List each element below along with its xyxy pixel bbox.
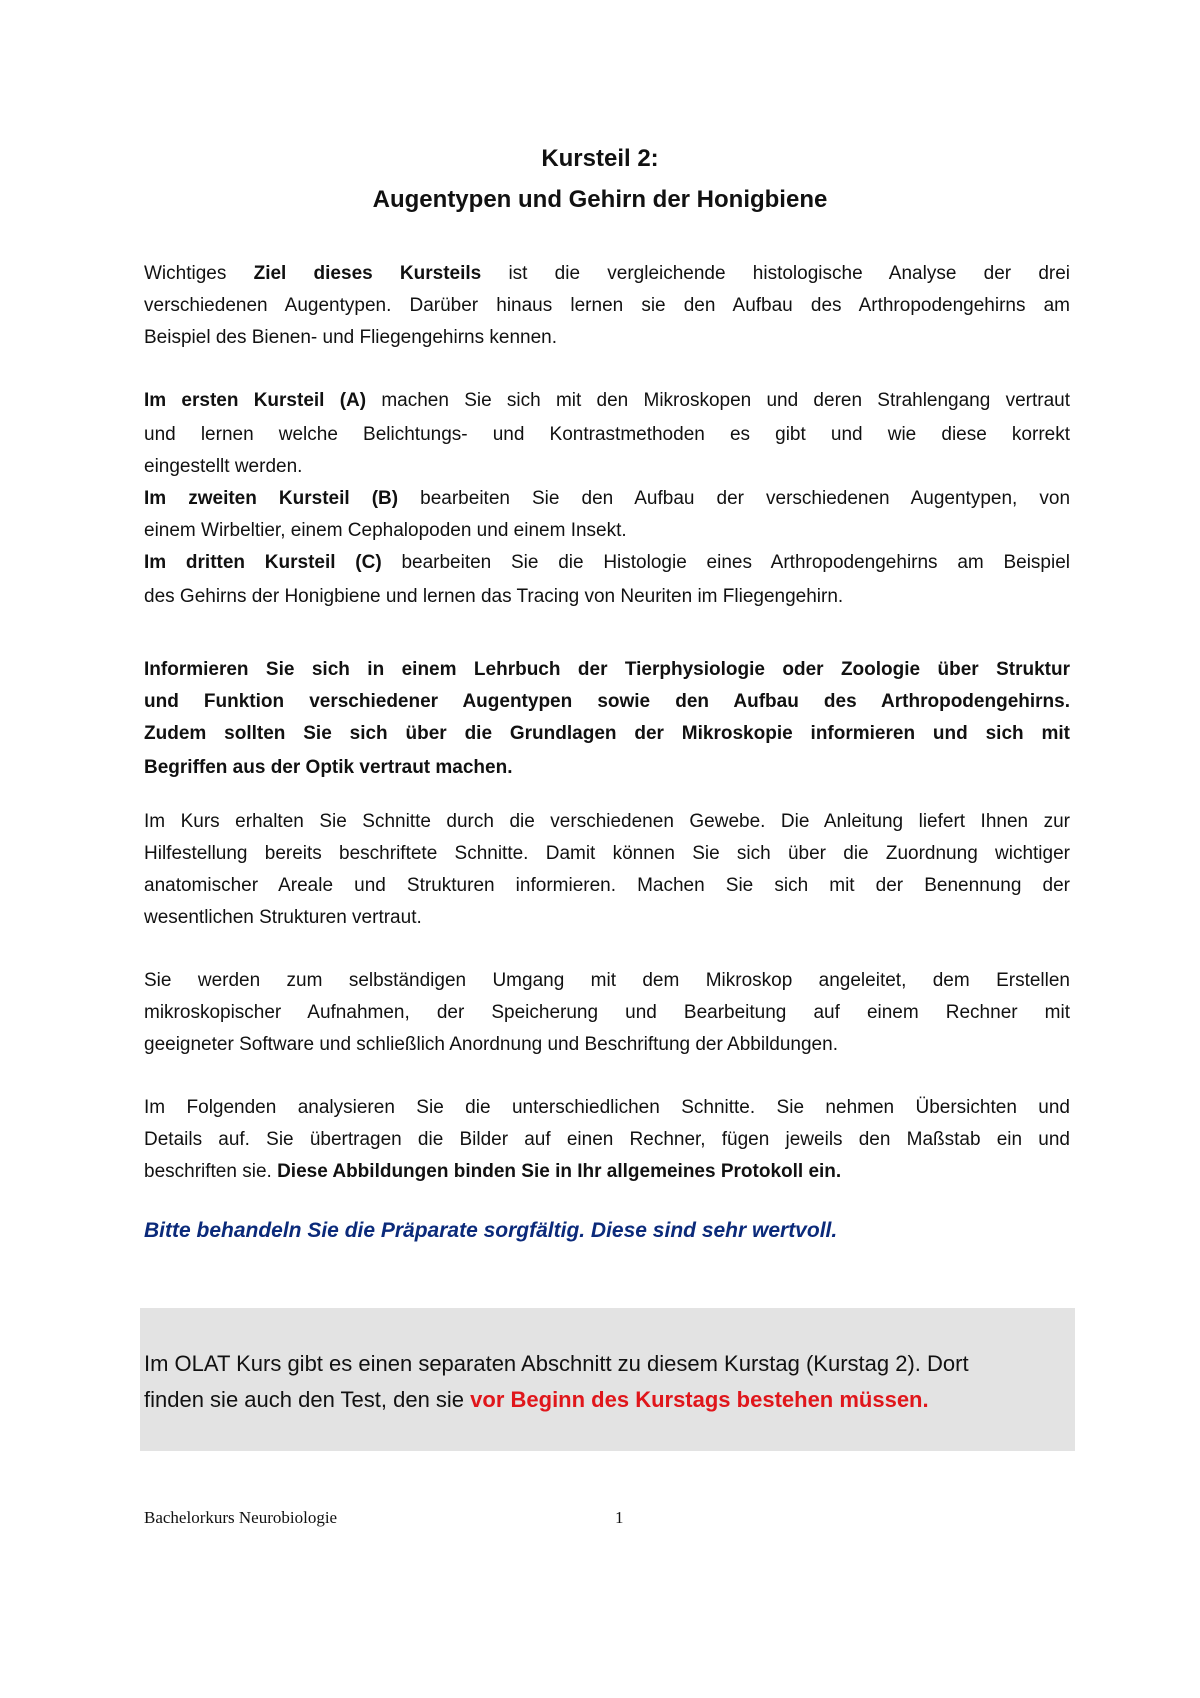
inform-line-4: Begriffen aus der Optik vertraut machen. bbox=[144, 757, 513, 778]
analysis-line-3: beschriften sie. Diese Abbildungen binden Sie in Ihr allgemeines Protokoll ein. bbox=[144, 1161, 842, 1182]
intro-line-1: Wichtiges Ziel dieses Kursteils ist die vergleichende histologische Analyse der drei bbox=[144, 263, 1070, 284]
notice-line-2: finden sie auch den Test, den sie vor Beginn des Kurstags bestehen müssen. bbox=[144, 1387, 929, 1412]
part-c-line-2: des Gehirns der Honigbiene und lernen das Tracing von Neuriten im Fliegengehirn. bbox=[144, 586, 844, 607]
part-a-line-2: und lernen welche Belichtungs- und Kontrastmethoden es gibt und wie diese korrekt bbox=[144, 424, 1070, 445]
inform-line-2: und Funktion verschiedener Augentypen sowie den Aufbau des Arthropodengehirns. bbox=[144, 691, 1070, 712]
footer-course-name: Bachelorkurs Neurobiologie bbox=[144, 1508, 338, 1527]
analysis-line-1: Im Folgenden analysieren Sie die unterschiedlichen Schnitte. Sie nehmen Übersichten und bbox=[144, 1097, 1070, 1118]
heading-line-1: Kursteil 2: bbox=[541, 145, 659, 172]
microscope-line-3: geeigneter Software und schließlich Anordnung und Beschriftung der Abbildungen. bbox=[144, 1034, 838, 1055]
inform-paragraph bbox=[144, 654, 1070, 784]
part-b-line-1: Im zweiten Kursteil (B) bearbeiten Sie den Aufbau der verschiedenen Augentypen, von bbox=[144, 488, 1070, 509]
course-line-4: wesentlichen Strukturen vertraut. bbox=[144, 907, 422, 928]
course-paragraph bbox=[144, 806, 1070, 934]
part-b-line-2: einem Wirbeltier, einem Cephalopoden und einem Insekt. bbox=[144, 520, 627, 541]
footer-page-number: 1 bbox=[615, 1508, 624, 1527]
microscope-line-1: Sie werden zum selbständigen Umgang mit dem Mikroskop angeleitet, dem Erstellen bbox=[144, 970, 1070, 991]
microscope-paragraph bbox=[144, 965, 1070, 1061]
intro-line-3: Beispiel des Bienen- und Fliegengehirns kennen. bbox=[144, 327, 557, 348]
course-line-1: Im Kurs erhalten Sie Schnitte durch die verschiedenen Gewebe. Die Anleitung liefert Ihnen zur bbox=[144, 811, 1070, 832]
course-line-3: anatomischer Areale und Strukturen informieren. Machen Sie sich mit der Benennung der bbox=[144, 875, 1070, 896]
notice-line-1: Im OLAT Kurs gibt es einen separaten Abschnitt zu diesem Kurstag (Kurstag 2). Dort bbox=[144, 1351, 969, 1376]
inform-line-1: Informieren Sie sich in einem Lehrbuch der Tierphysiologie oder Zoologie über Struktur bbox=[144, 659, 1070, 680]
care-warning: Bitte behandeln Sie die Präparate sorgfältig. Diese sind sehr wertvoll. bbox=[144, 1219, 838, 1242]
part-a-line-1: Im ersten Kursteil (A) machen Sie sich mit den Mikroskopen und deren Strahlengang vertraut bbox=[144, 390, 1070, 411]
olat-notice-text bbox=[144, 1346, 1044, 1418]
part-a-line-3: eingestellt werden. bbox=[144, 456, 303, 477]
analysis-line-2: Details auf. Sie übertragen die Bilder auf einen Rechner, fügen jeweils den Maßstab ein und bbox=[144, 1129, 1070, 1150]
analysis-paragraph bbox=[144, 1092, 1070, 1188]
intro-paragraph bbox=[144, 258, 1070, 354]
intro-line-2: verschiedenen Augentypen. Darüber hinaus lernen sie den Aufbau des Arthropodengehirns am bbox=[144, 295, 1070, 316]
part-c-line-1: Im dritten Kursteil (C) bearbeiten Sie die Histologie eines Arthropodengehirns am Beispiel bbox=[144, 552, 1070, 573]
heading-line-2: Augentypen und Gehirn der Honigbiene bbox=[372, 186, 828, 213]
microscope-line-2: mikroskopischer Aufnahmen, der Speicherung und Bearbeitung auf einem Rechner mit bbox=[144, 1002, 1070, 1023]
inform-line-3: Zudem sollten Sie sich über die Grundlagen der Mikroskopie informieren und sich mit bbox=[144, 723, 1070, 744]
parts-paragraph bbox=[144, 385, 1070, 613]
course-line-2: Hilfestellung bereits beschriftete Schnitte. Damit können Sie sich über die Zuordnung wichtiger bbox=[144, 843, 1070, 864]
